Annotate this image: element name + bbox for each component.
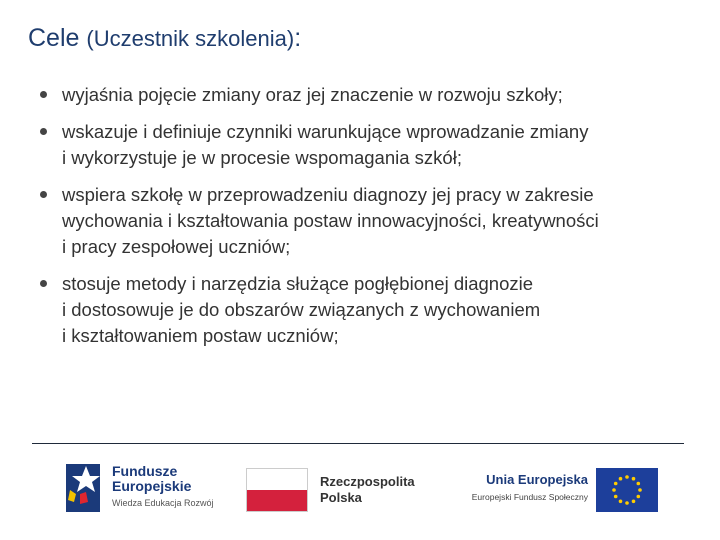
list-item-line: i pracy zespołowej uczniów;	[62, 236, 291, 257]
logo-fundusze-europejskie	[62, 460, 222, 516]
footer-divider	[32, 443, 684, 444]
list-item-line: i wykorzystuje je w procesie wspomagania szkół;	[62, 147, 462, 168]
fundusze-europejskie-name	[112, 464, 191, 494]
list-item	[40, 182, 690, 260]
list-item	[40, 119, 690, 171]
list-item-line: i dostosowuje je do obszarów związanych z wychowaniem	[62, 299, 541, 320]
bullet-icon	[40, 280, 47, 287]
list-item	[40, 271, 690, 349]
objectives-list	[40, 82, 690, 360]
list-item-line: i kształtowaniem postaw uczniów;	[62, 325, 339, 346]
efs-name: Europejski Fundusz Społeczny	[471, 492, 588, 502]
unia-europejska-name: Unia Europejska	[486, 472, 588, 487]
list-item-line: wspiera szkołę w przeprowadzeniu diagnozy jej pracy w zakresie	[62, 184, 594, 205]
eu-flag-icon	[596, 468, 658, 512]
rzeczpospolita-polska-name	[320, 474, 415, 506]
list-item-line: wskazuje i definiuje czynniki warunkujące wprowadzanie zmiany	[62, 121, 589, 142]
polish-flag-icon	[246, 468, 308, 512]
fundusze-europejskie-star-icon	[62, 460, 106, 516]
logo-rzeczpospolita-polska	[246, 466, 446, 514]
page-title	[28, 24, 301, 53]
list-item	[40, 82, 690, 108]
bullet-icon	[40, 91, 47, 98]
fundusze-line: Fundusze	[112, 463, 178, 479]
title-main: Cele	[28, 24, 80, 52]
title-subtitle: (Uczestnik szkolenia)	[86, 26, 295, 51]
bullet-icon	[40, 191, 47, 198]
logo-unia-europejska	[458, 466, 658, 514]
list-item-line: wyjaśnia pojęcie zmiany oraz jej znaczenie w rozwoju szkoły;	[62, 84, 563, 105]
rzeczpospolita-line: Rzeczpospolita	[320, 474, 415, 489]
europejskie-line: Europejskie	[112, 478, 192, 494]
list-item-line: wychowania i kształtowania postaw innowacyjności, kreatywności	[62, 210, 599, 231]
fundusze-tagline: Wiedza Edukacja Rozwój	[112, 498, 214, 508]
title-colon: :	[294, 24, 302, 52]
polska-line: Polska	[320, 490, 362, 505]
bullet-icon	[40, 128, 47, 135]
list-item-line: stosuje metody i narzędzia służące pogłębionej diagnozie	[62, 273, 534, 294]
